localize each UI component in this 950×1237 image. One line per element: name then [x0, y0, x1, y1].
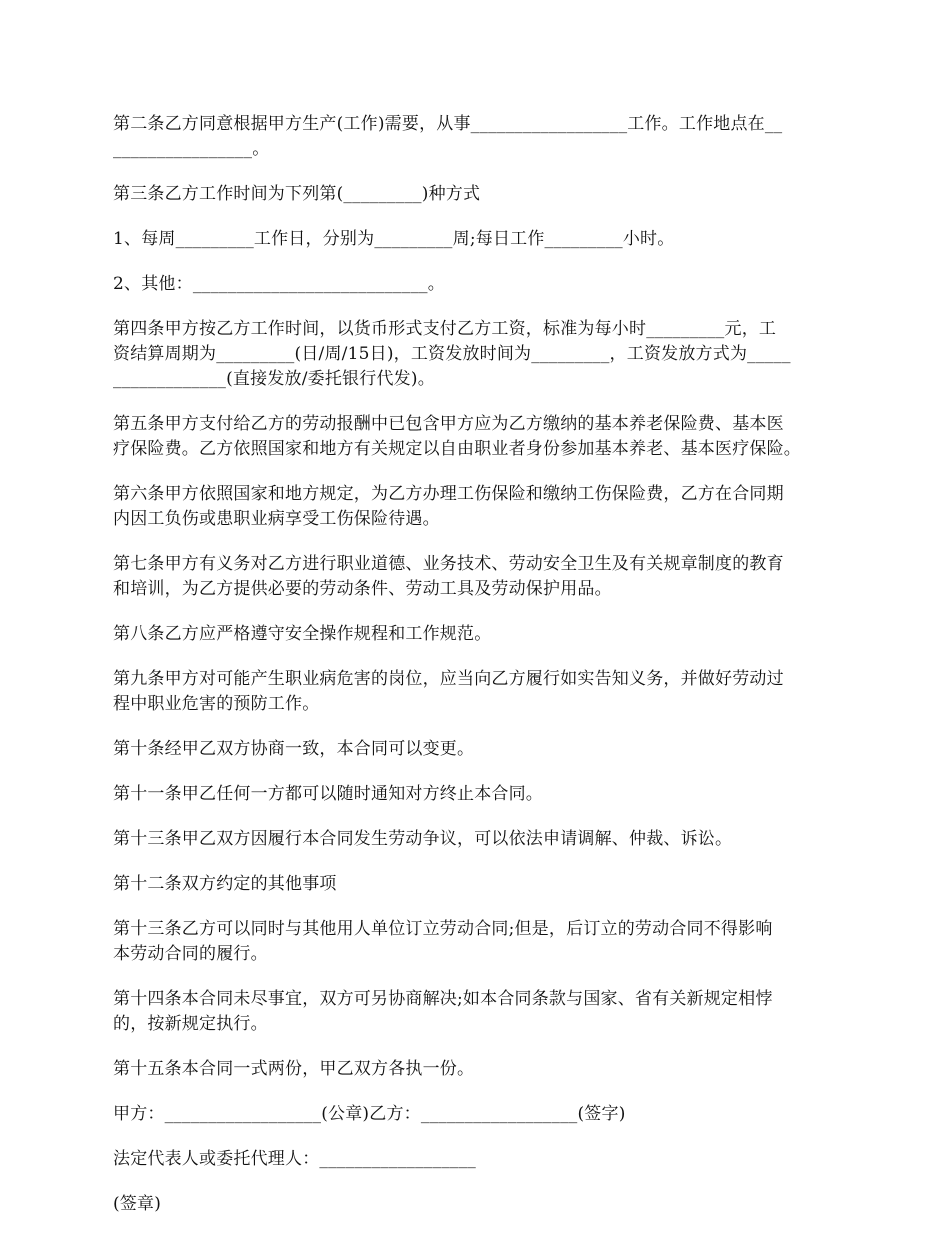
clause-14-unresolved-matters: 第十四条本合同未尽事宜，双方可另协商解决;如本合同条款与国家、省有关新规定相悖 的，按新规定执行。: [113, 989, 773, 1034]
work-time-option-2: 2、其他：___________________________。: [113, 274, 445, 294]
clause-12-other-matters: 第十二条双方约定的其他事项: [113, 874, 337, 894]
clause-5-insurance: 第五条甲方支付给乙方的劳动报酬中已包含甲方应为乙方缴纳的基本养老保险费、基本医 疗保险费。乙方依照国家和地方有关规定以自由职业者身份参加基本养老、基本医疗保险。: [113, 414, 801, 459]
clause-11-termination: 第十一条甲乙任何一方都可以随时通知对方终止本合同。: [113, 784, 543, 804]
clause-9-hazard-notice: 第九条甲方对可能产生职业病危害的岗位，应当向乙方履行如实告知义务，并做好劳动过 程中职业危害的预防工作。: [113, 669, 784, 714]
clause-6-injury-insurance: 第六条甲方依照国家和地方规定，为乙方办理工伤保险和缴纳工伤保险费，乙方在合同期 内因工负伤或患职业病享受工伤保险待遇。: [113, 484, 784, 529]
clause-8-safety-rules: 第八条乙方应严格遵守安全操作规程和工作规范。: [113, 624, 492, 644]
contract-body: [113, 112, 853, 1237]
clause-10-amendment: 第十条经甲乙双方协商一致，本合同可以变更。: [113, 739, 475, 759]
clause-15-copies: 第十五条本合同一式两份，甲乙双方各执一份。: [113, 1059, 475, 1079]
clause-13-disputes: 第十三条甲乙双方因履行本合同发生劳动争议，可以依法申请调解、仲裁、诉讼。: [113, 829, 733, 849]
clause-7-training: 第七条甲方有义务对乙方进行职业道德、业务技术、劳动安全卫生及有关规章制度的教育 和培训，为乙方提供必要的劳动条件、劳动工具及劳动保护用品。: [113, 554, 784, 599]
clause-2-job-and-location: 第二条乙方同意根据甲方生产(工作)需要，从事__________________工作。工作地点在__ ________________。: [113, 114, 783, 159]
legal-representative-line: 法定代表人或委托代理人：__________________: [113, 1149, 476, 1169]
work-time-option-1: 1、每周_________工作日，分别为_________周;每日工作_________小时。: [113, 229, 675, 249]
seal-line: (签章): [113, 1194, 162, 1214]
clause-3-work-time-mode: 第三条乙方工作时间为下列第(_________)种方式: [113, 184, 481, 204]
clause-13-other-employers: 第十三条乙方可以同时与其他用人单位订立劳动合同;但是，后订立的劳动合同不得影响 本劳动合同的履行。: [113, 919, 773, 964]
clause-4-wages: 第四条甲方按乙方工作时间，以货币形式支付乙方工资，标准为每小时_________元，工 资结算周期为_________(日/周/15日)，工资发放时间为_________，工资发放方式为_____ _____________(直接发放/委托银行代发)。: [113, 319, 791, 389]
signature-parties-line: 甲方：__________________(公章)乙方：__________________(签字): [113, 1104, 626, 1124]
